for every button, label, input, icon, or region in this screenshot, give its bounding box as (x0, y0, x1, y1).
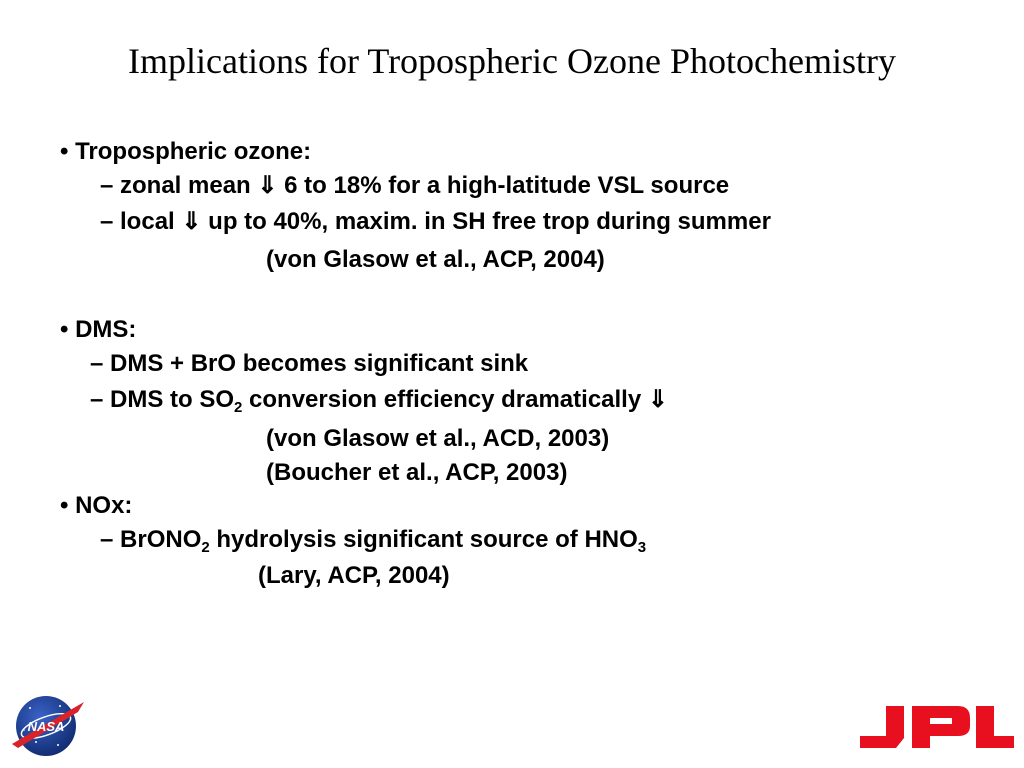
dms-heading: • DMS: (60, 316, 137, 343)
dms-item-conversion-pre: – DMS to SO (90, 386, 235, 413)
dms-item-sink: – DMS + BrO becomes significant sink (90, 350, 529, 377)
ozone-item-local: – local ⇓ up to 40%, maxim. in SH free trop during summer (100, 208, 771, 235)
nox-item-mid: hydrolysis significant source of HNO (209, 526, 638, 553)
nox-heading: • NOx: (60, 492, 133, 519)
nox-item-subscript-1: 2 (201, 539, 210, 556)
nasa-logo-text: NASA (27, 719, 65, 734)
ozone-item-zonal-mean: – zonal mean ⇓ 6 to 18% for a high-latitude VSL source (100, 172, 730, 199)
dms-item-conversion (90, 385, 668, 415)
dms-item-conversion-subscript: 2 (234, 399, 243, 416)
ozone-reference: (von Glasow et al., ACP, 2004) (266, 246, 605, 273)
ozone-heading: • Tropospheric ozone: (60, 138, 312, 165)
dms-reference-1: (von Glasow et al., ACD, 2003) (266, 425, 610, 452)
nasa-logo (8, 690, 88, 762)
slide-title: Implications for Tropospheric Ozone Photochemistry (128, 41, 896, 81)
dms-item-conversion-post: conversion efficiency dramatically ⇓ (242, 386, 668, 413)
nox-item-hydrolysis (100, 525, 646, 555)
dms-reference-2: (Boucher et al., ACP, 2003) (266, 459, 568, 486)
nox-item-subscript-2: 3 (637, 539, 647, 556)
jpl-logo (858, 702, 1016, 752)
nox-reference: (Lary, ACP, 2004) (258, 562, 450, 589)
nox-item-pre: – BrONO (100, 526, 202, 553)
